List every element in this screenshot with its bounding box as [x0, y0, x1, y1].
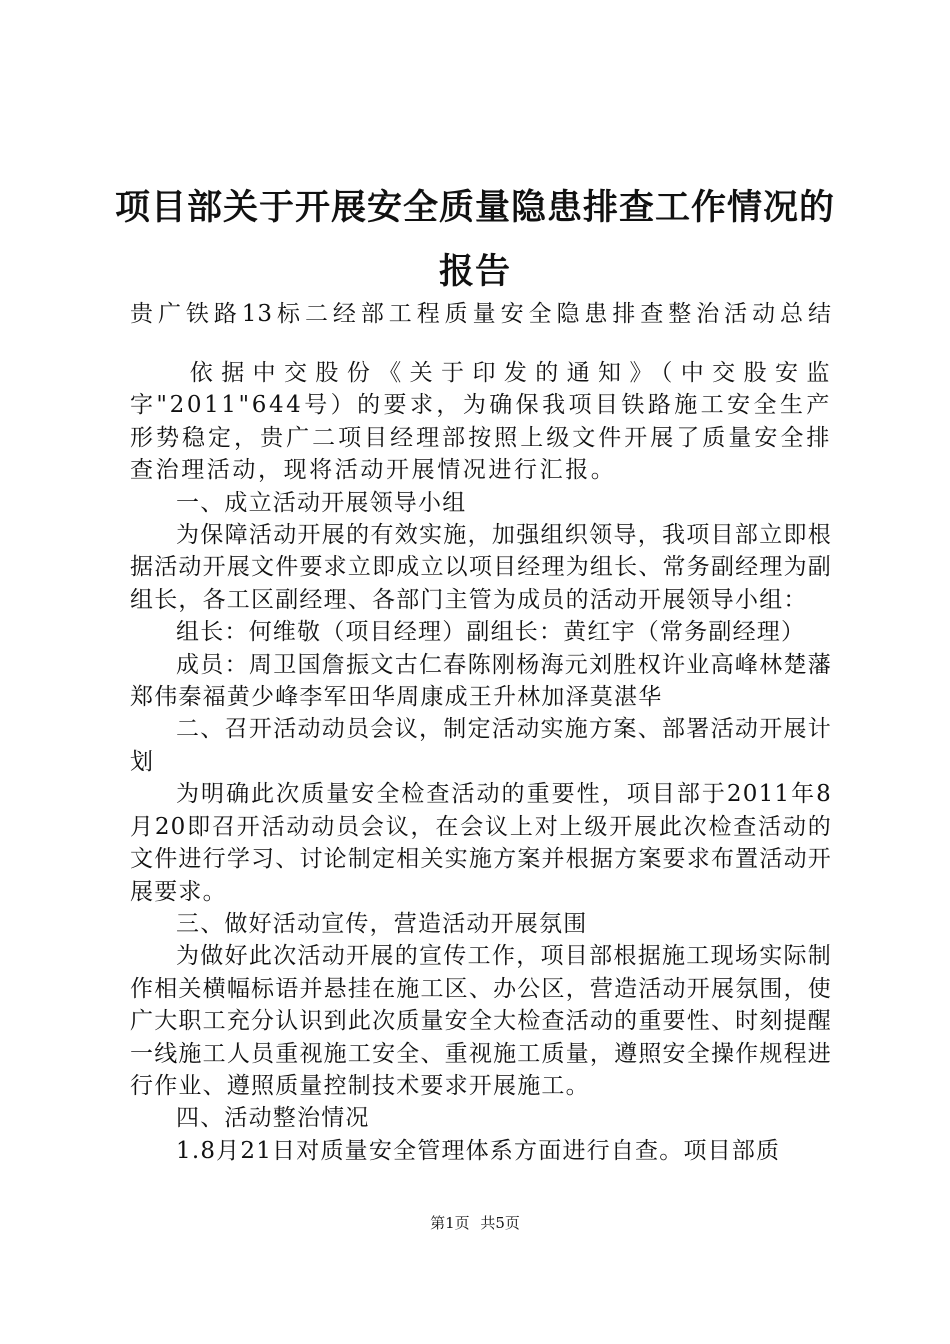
- section-heading-3: 三、做好活动宣传，营造活动开展氛围: [176, 910, 588, 937]
- page-number: 第1页: [430, 1214, 470, 1232]
- paragraph-leaders: 组长：何维敬（项目经理）副组长：黄红宇（常务副经理）: [176, 619, 806, 646]
- paragraph: 1.8月21日对质量安全管理体系方面进行自查。项目部质: [176, 1137, 781, 1164]
- paragraph: 为明确此次质量安全检查活动的重要性，项目部于2011年8月20即召开活动动员会议，在会议上对上级开展此次检查活动的文件进行学习、讨论制定相关实施方案并根据方案要求布置活动开展要求。: [130, 781, 832, 905]
- section-heading-2: 二、召开活动动员会议，制定活动实施方案、部署活动开展计划: [130, 716, 832, 775]
- paragraph: 为保障活动开展的有效实施，加强组织领导，我项目部立即根据活动开展文件要求立即成立以项目经理为组长、常务副经理为副组长，各工区副经理、各部门主管为成员的活动开展领导小组：: [130, 522, 832, 613]
- document-title: 项目部关于开展安全质量隐患排查工作情况的报告: [114, 187, 835, 292]
- page-footer: [0, 1213, 950, 1233]
- paragraph-intro: 依据中交股份《关于印发的通知》（中交股安监字"2011"644号）的要求，为确保我项目铁路施工安全生产形势稳定，贵广二项目经理部按照上级文件开展了质量安全排查治理活动，现将活动开展情况进行汇报。: [130, 360, 832, 484]
- section-heading-4: 四、活动整治情况: [176, 1105, 370, 1132]
- document-subtitle: 贵广铁路13标二经部工程质量安全隐患排查整治活动总结: [130, 301, 832, 327]
- page-total: 共5页: [480, 1214, 520, 1232]
- paragraph-members: 成员：周卫国詹振文古仁春陈刚杨海元刘胜权许业高峰林楚藩郑伟秦福黄少峰李军田华周康成王升林加泽莫湛华: [130, 651, 832, 711]
- section-heading-1: 一、成立活动开展领导小组: [176, 489, 467, 516]
- paragraph: 为做好此次活动开展的宣传工作，项目部根据施工现场实际制作相关横幅标语并悬挂在施工区、办公区，营造活动开展氛围，使广大职工充分认识到此次质量安全大检查活动的重要性、时刻提醒一线施工人员重视施工安全、重视施工质量，遵照安全操作规程进行作业、遵照质量控制技术要求开展施工。: [130, 943, 832, 1099]
- document-body: [130, 357, 832, 1167]
